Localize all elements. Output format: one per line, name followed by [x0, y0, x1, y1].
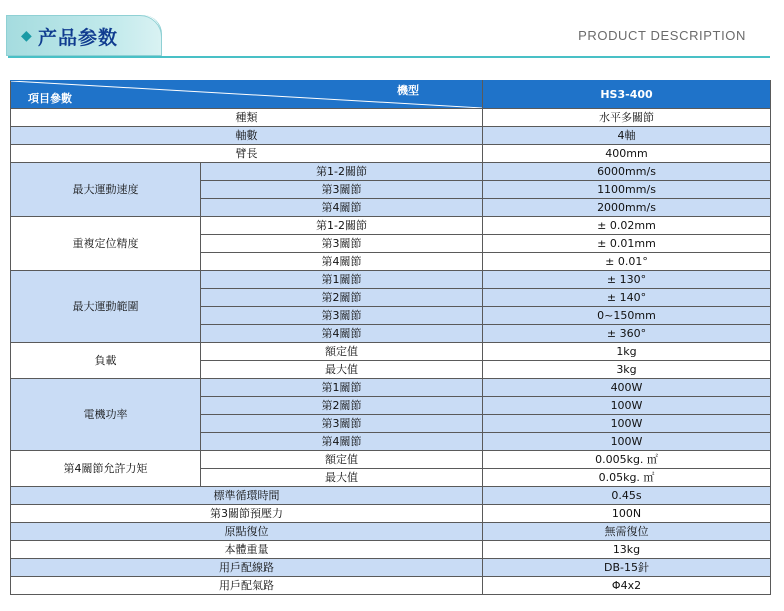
sub-label: 第4關節: [201, 253, 483, 271]
sub-label: 第1關節: [201, 271, 483, 289]
sub-label: 第2關節: [201, 289, 483, 307]
row-label: 第3關節預壓力: [11, 505, 483, 523]
row-label: 用戶配線路: [11, 559, 483, 577]
row-value: 100N: [483, 505, 771, 523]
row-label: 原點復位: [11, 523, 483, 541]
table-row: [11, 523, 771, 541]
corner-col-label: 機型: [397, 84, 419, 97]
row-label: 用戶配氣路: [11, 577, 483, 595]
row-value: Φ4x2: [483, 577, 771, 595]
sub-label: 第1關節: [201, 379, 483, 397]
spec-table: [10, 80, 771, 595]
corner-cell: [11, 81, 483, 109]
row-value: 3kg: [483, 361, 771, 379]
table-row: [11, 109, 771, 127]
row-value: ± 0.02mm: [483, 217, 771, 235]
row-value: 0.05kg. ㎡: [483, 469, 771, 487]
sub-label: 第2關節: [201, 397, 483, 415]
row-value: 13kg: [483, 541, 771, 559]
row-value: 4軸: [483, 127, 771, 145]
table-row: [11, 145, 771, 163]
group-label: 最大運動範圍: [11, 271, 201, 343]
row-value: 0.45s: [483, 487, 771, 505]
row-value: 水平多關節: [483, 109, 771, 127]
row-value: ± 140°: [483, 289, 771, 307]
sub-label: 第3關節: [201, 307, 483, 325]
row-value: 400mm: [483, 145, 771, 163]
row-value: 1kg: [483, 343, 771, 361]
group-label: 第4關節允許力矩: [11, 451, 201, 487]
sub-label: 第3關節: [201, 415, 483, 433]
sub-label: 額定值: [201, 451, 483, 469]
header-divider: [8, 56, 770, 58]
sub-label: 第4關節: [201, 199, 483, 217]
row-label: 臂長: [11, 145, 483, 163]
table-row: [11, 127, 771, 145]
sub-label: 第3關節: [201, 181, 483, 199]
sub-label: 第3關節: [201, 235, 483, 253]
row-label: 標準循環時間: [11, 487, 483, 505]
row-label: 本體重量: [11, 541, 483, 559]
table-row: [11, 451, 771, 469]
row-value: 100W: [483, 397, 771, 415]
sub-label: 第1-2關節: [201, 163, 483, 181]
model-name: HS3-400: [483, 81, 771, 109]
row-value: 100W: [483, 415, 771, 433]
sub-label: 第4關節: [201, 325, 483, 343]
row-value: 1100mm/s: [483, 181, 771, 199]
table-row: [11, 343, 771, 361]
row-value: ± 130°: [483, 271, 771, 289]
table-row: [11, 487, 771, 505]
section-title: 产品参数: [38, 27, 119, 49]
table-row: [11, 163, 771, 181]
table-row: [11, 577, 771, 595]
section-title-tab: [6, 15, 162, 56]
table-row: [11, 217, 771, 235]
table-row: [11, 505, 771, 523]
table-row: [11, 379, 771, 397]
row-value: ± 0.01mm: [483, 235, 771, 253]
table-row: [11, 559, 771, 577]
row-value: ± 0.01°: [483, 253, 771, 271]
group-label: 電機功率: [11, 379, 201, 451]
row-label: 軸數: [11, 127, 483, 145]
row-value: 無需復位: [483, 523, 771, 541]
table-header-row: [11, 81, 771, 109]
row-value: DB-15針: [483, 559, 771, 577]
corner-row-label: 項目參數: [28, 92, 72, 105]
group-label: 重複定位精度: [11, 217, 201, 271]
row-value: 400W: [483, 379, 771, 397]
sub-label: 最大值: [201, 361, 483, 379]
group-label: 最大運動速度: [11, 163, 201, 217]
sub-label: 最大值: [201, 469, 483, 487]
sub-label: 額定值: [201, 343, 483, 361]
row-value: 0.005kg. ㎡: [483, 451, 771, 469]
row-value: ± 360°: [483, 325, 771, 343]
table-row: [11, 271, 771, 289]
row-value: 0~150mm: [483, 307, 771, 325]
table-row: [11, 541, 771, 559]
diamond-bullet-icon: ◆: [21, 28, 32, 44]
sub-label: 第4關節: [201, 433, 483, 451]
row-label: 種類: [11, 109, 483, 127]
row-value: 2000mm/s: [483, 199, 771, 217]
sub-label: 第1-2關節: [201, 217, 483, 235]
row-value: 6000mm/s: [483, 163, 771, 181]
row-value: 100W: [483, 433, 771, 451]
section-subtitle: PRODUCT DESCRIPTION: [578, 28, 746, 43]
group-label: 負載: [11, 343, 201, 379]
